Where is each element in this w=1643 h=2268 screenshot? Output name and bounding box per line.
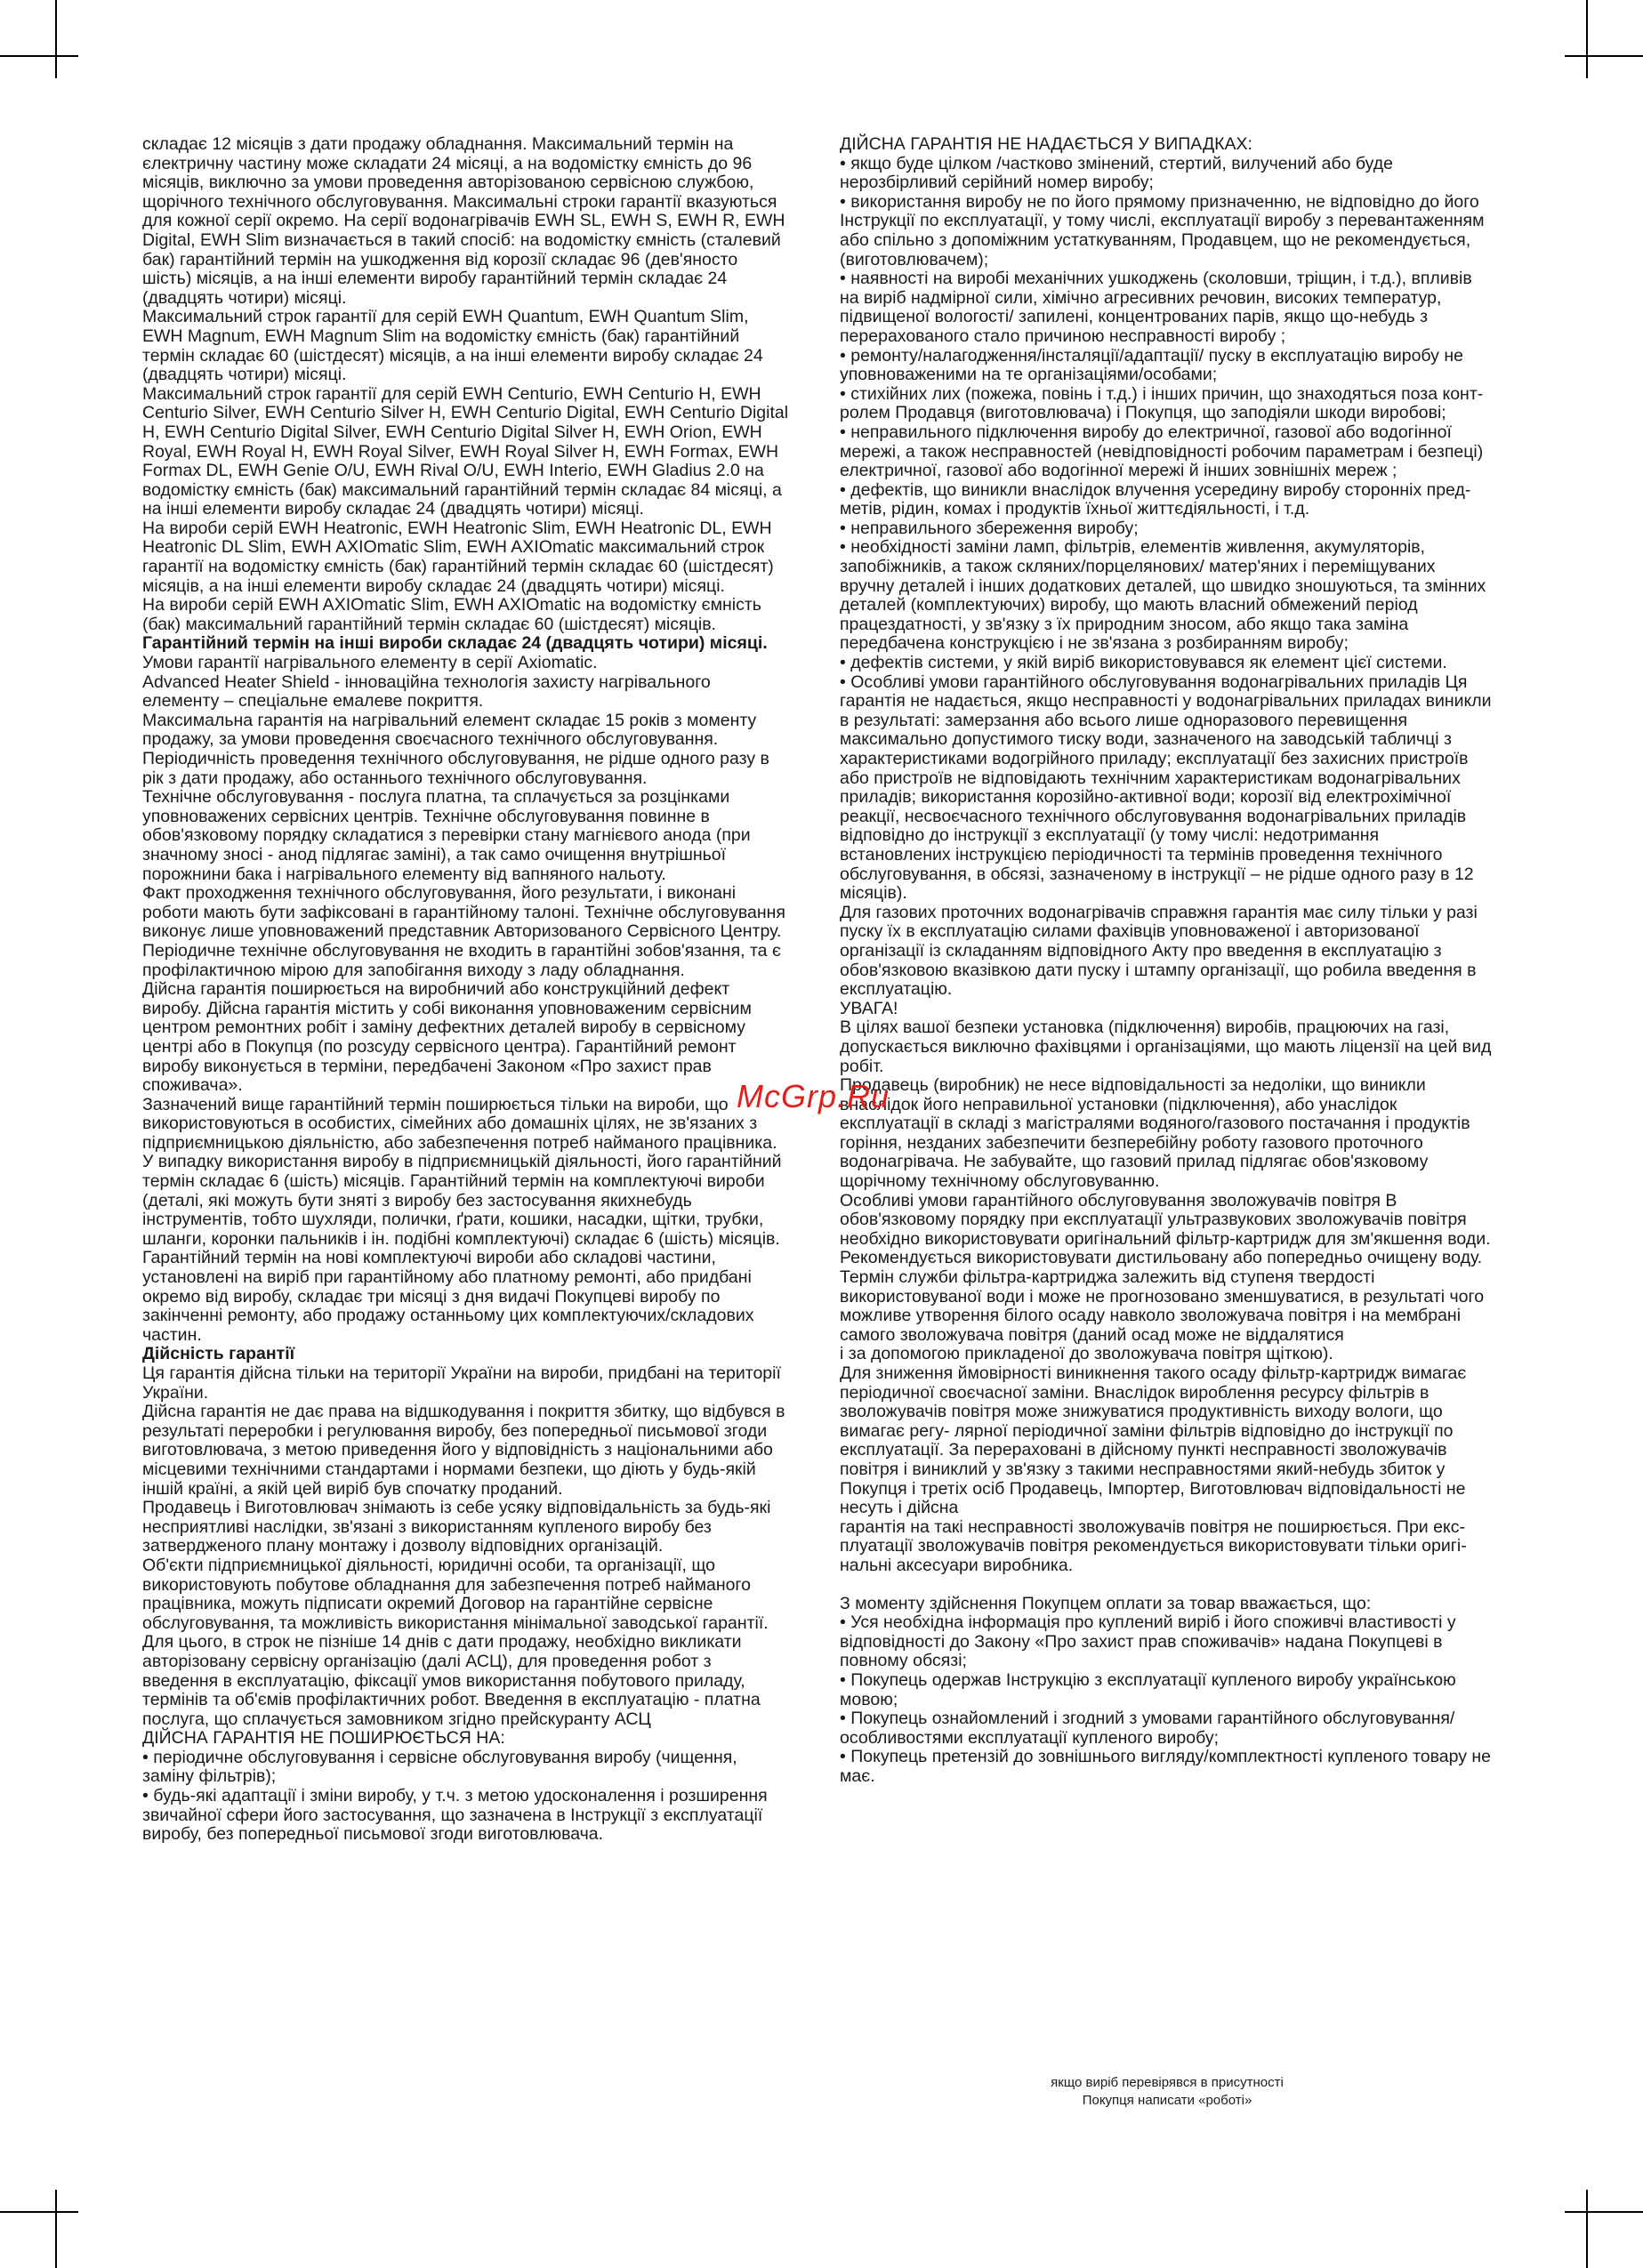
list-item: • Покупець ознайомлений і згодний з умовами гарантійного обслуговування/ особливостями експлуатації купленого виробу;: [840, 1709, 1455, 1748]
list-item: • ремонту/налагодження/інсталяції/адаптації/ пуску в експлуатацію виробу не уповноваженими на те організаціями/особами;: [840, 345, 1463, 385]
validity-heading: Дійсність гарантії: [142, 1344, 295, 1364]
crop-mark-bottom-left: [0, 2211, 78, 2213]
paragraph: Дійсна гарантія не дає права на відшкодування і покриття збитку, що відбувся в результаті переробки і регулювання виробу, без попередньої письмової згоди виготовлювача, з метою приведення його у відповідність з національними або місцевими технічними стандартами і нормами безпеки, що діють у будь-якій іншій країні, а якій цей виріб був спочатку проданий.: [142, 1402, 785, 1499]
list-item: • використання виробу не по його прямому призначенню, не відповідно до його Інструкції по експлуатації, у тому числі, експлуатації виробу з перевантаженням або спільно з допоміжним устаткуванням, Продавцем, що не рекомендується, (виготовлювачем);: [840, 191, 1485, 269]
list-item: • Уся необхідна інформація про куплений виріб і його споживчі властивості у відповідності до Закону «Про захист прав споживачів» надана Покупцеві в повному обсязі;: [840, 1613, 1456, 1671]
warranty-term-rest: Умови гарантії нагрівального елементу в серії Axiomatic.: [142, 653, 598, 673]
paragraph: Максимальний строк гарантії для серій EWH Quantum, EWH Quantum Slim, EWH Magnum, EWH Magnum Slim на водомістку ємність (бак) гарантійний термін складає 60 (шістдесят) місяців, а на інші елементи виробу складає 24 (двадцять чотири) місяці.: [142, 307, 763, 385]
paragraph: Зазначений вище гарантійний термін поширюється тільки на вироби, що використовуються в особистих, сімейних або домашніх цілях, не зв'язаних з підприємницькою діяльністю, або забезпечення потреб найманого працівника. У випадку використання виробу в підприємницькій діяльності, його гарантійний термін складає 6 (шість) місяців. Гарантійний термін на комплектуючі вироби (деталі, які можуть бути зняті з виробу без застосування якихнебудь інструментів, тобто шухляди, полички, ґрати, кошики, насадки, щітки, трубки, шланги, коронки пальників і ін. подібні комплектуючі) складає 6 (шість) місяців.: [142, 1094, 782, 1249]
paragraph: Максимальна гарантія на нагрівальний елемент складає 15 років з моменту продажу, за умови проведення своєчасного технічного обслуговування. Періодичність проведення технічного обслуговування, не рідше одного разу в рік з дати продажу, або останнього технічного обслуговування.: [142, 710, 769, 788]
list-item: • наявності на виробі механічних ушкоджень (сколовши, тріщин, і т.д.), впливів на виріб надмірної сили, хімічно агресивних речовин, високих температур, підвищеної вологості/ запилені, концентрованих парів, якщо що-небудь з перерахованого стало причиною несправності виробу ;: [840, 269, 1472, 346]
crop-mark-bottom-right-v: [1586, 2190, 1588, 2268]
crop-mark-top-right: [1565, 55, 1643, 57]
watermark-logo: McGrp.Ru: [737, 1078, 890, 1114]
paragraph: Ця гарантія дійсна тільки на території України на вироби, придбані на території України.: [142, 1363, 781, 1403]
crop-mark-bottom-right: [1565, 2211, 1643, 2213]
paragraph: Advanced Heater Shield - інноваційна технологія захисту нагрівального елементу – спеціальне емалеве покриття.: [142, 672, 711, 712]
footnote: [840, 2074, 1494, 2110]
crop-mark-top-right-v: [1586, 0, 1588, 78]
list-item: • Покупець претензій до зовнішнього вигляду/комплектності купленого товару не має.: [840, 1747, 1492, 1786]
paragraph: Для зниження ймовірності виникнення такого осаду фільтр-картридж вимагає періодичної своєчасної заміни. Внаслідок вироблення ресурсу фільтрів в зволожувачів повітря може знижуватися продуктивність виходу вологи, що вимагає регу- лярної періодичної заміни фільтрів відповідно до інструкції по експлуатації. За перераховані в дійсному пункті несправності зволожувачів повітря і виниклий у зв'язку з такими несправностями який-небудь збиток у Покупця і третіх осіб Продавець, Імпортер, Виготовлювач відповідальності не несуть і дійсна: [840, 1363, 1467, 1518]
paragraph: Продавець (виробник) не несе відповідальності за недоліки, що виникли внаслідок його неправильної установки (підключення), або унаслідок експлуатації в складі з магістралями водяного/газового постачання і продуктів горіння, незданих забезпечити безперебійну роботу газового проточного водонагрівача. Не забувайте, що газовий прилад підлягає обов'язковому щорічному технічному обслуговуванню.: [840, 1075, 1470, 1192]
list-item: • необхідності заміни ламп, фільтрів, елементів живлення, акумуляторів, запобіжників, а також скляних/порцелянових/ матер'яних і переміщуваних вручну деталей і інших додаткових деталей, що швидко зношуються, та змінних деталей (комплектуючих) виробу, що мають власний обмежений період працездатності, у зв'язку з їх природним зносом, або якщо така заміна передбачена конструкцією і не зв'язана з розбиранням виробу;: [840, 537, 1486, 654]
paragraph: В цілях вашої безпеки установка (підключення) виробів, працюючих на газі, допускається виключно фахівцями і організаціями, що мають ліцензії на цей вид робіт.: [840, 1017, 1492, 1076]
footnote-line-2: Покупця написати «роботі»: [1082, 2093, 1252, 2108]
paragraph: Гарантійний термін на нові комплектуючі вироби або складові частини, установлені на виріб при гарантійному або платному ремонті, або придбані окремо від виробу, складає три місяці з дня видачі Покупцеві виробу по закінченні ремонту, або продажу останньому цих комплектуючих/складових частин.: [142, 1248, 754, 1345]
list-item: • періодичне обслуговування і сервісне обслуговування виробу (чищення, заміну фільтрів);: [142, 1747, 737, 1787]
spacer: [840, 1576, 1494, 1595]
paragraph: Об'єкти підприємницької діяльності, юридичні особи, та організації, що використовують побутове обладнання для забезпечення потреб найманого працівника, можуть підписати окремий Договор на гарантійне сервісне обслуговування, та можливість використання мінімальної заводської гарантії. Для цього, в строк не пізніше 14 днів с дати продажу, необхідно викликати авторізовану сервісну організацію (далі АСЦ), для проведення робот з введення в експлуатацію, фіксації умов використання побутового приладу, термінів та об'ємів профілактичних робот. Введення в експлуатацію - платна послуга, що сплачується замовником згідно прейскуранту АСЦ: [142, 1555, 769, 1729]
not-provided-heading: ДІЙСНА ГАРАНТІЯ НЕ НАДАЄТЬСЯ У ВИПАДКАХ:: [840, 134, 1252, 154]
paragraph: Особливі умови гарантійного обслуговування зволожувачів повітря В обов'язковому порядку при експлуатації ультразвукових зволожувачів повітря необхідно використовувати оригінальний фільтр-картридж для зм'якшення води. Рекомендується використовувати дистильовану або попередньо очищену воду. Термін служби фільтра-картриджа залежить від ступеня твердості використовуваної води і може не прогнозовано зменшуватися, в результаті чого можливе утворення білого осаду навколо зволожувача повітря і на мембрані самого зволожувача повітря (даний осад може не віддалятися: [840, 1190, 1491, 1345]
list-item: • Особливі умови гарантійного обслуговування водонагрівальних приладів Ця гарантія не надається, якщо несправності у водонагрівальних приладах виникли в результаті: замерзання або всього лише одноразового перевищення максимально допустимого тиску води, зазначеного на заводській табличці з характеристиками водогрійного приладу; експлуатації без захисних пристроїв або пристроїв не відповідають технічним характеристикам водонагрівальних приладів; використання корозійно-активної води; корозії від електрохімічної реакції, несвоєчасного технічного обслуговування водонагрівальних приладів відповідно до інструкції з експлуатації (у тому числі: недотримання встановлених інструкцією періодичності та термінів проведення технічного обслуговування, в обсязі, зазначеному в інструкції – не рідше одного разу в 12 місяців).: [840, 672, 1492, 904]
crop-mark-top-left-v: [55, 0, 57, 78]
list-item: • Покупець одержав Інструкцію з експлуатації купленого виробу українською мовою;: [840, 1669, 1456, 1709]
right-column: [840, 135, 1494, 1786]
paragraph: і за допомогою прикладеної до зволожувача повітря щіткою).: [840, 1344, 1333, 1364]
warranty-term-bold: Гарантійний термін на інші вироби складає 24 (двадцять чотири) місяці.: [142, 633, 768, 654]
paragraph: Для газових проточних водонагрівачів справжня гарантія має силу тільки у разі пуску їх в експлуатацію силами фахівців уповноваженої і авторизованої організації із складанням відповідного Акту про введення в експлуатацію з обов'язковою вказівкою дати пуску і штампу організації, що робила введення в експлуатацію.: [840, 902, 1478, 1000]
paragraph: [142, 634, 790, 672]
paragraph: Факт проходження технічного обслуговування, його результати, і виконані роботи мають бути зафіксовані в гарантійному талоні. Технічне обслуговування виконує лише уповноважений представник Авторизованого Сервісного Центру. Періодичне технічне обслуговування не входить в гарантійні зобов'язання, та є профілактичною мірою для запобігання виходу з ладу обладнання.: [142, 883, 785, 980]
paragraph: складає 12 місяців з дати продажу обладнання. Максимальний термін на єлектричну частину може складати 24 місяці, а на водомістку ємність до 96 місяців, виключно за умови проведення авторізованою сервісною службою, щорічного технічного обслуговування. Максимальні строки гарантії вказуються для кожної серії окремо. На серії водонагрівачів EWH SL, EWH S, EWH R, EWH Digital, EWH Slim визначається в такий спосіб: на водомістку ємність (сталевий бак) гарантійний термін на ушкодження від корозії складає 96 (дев'яносто шість) місяців, а на інші елементи виробу гарантійний термін складає 24 (двадцять чотири) місяці.: [142, 134, 785, 308]
paragraph: Продавець і Виготовлювач знімають із себе усяку відповідальність за будь-які несприятливі наслідки, зв'язані з використанням купленого виробу без затвердженого плану монтажу і дозволу відповідних організацій.: [142, 1498, 771, 1556]
list-item: • дефектів, що виникли внаслідок влучення усередину виробу сторонніх пред- метів, рідин, комах і продуктів їхньої життєдіяльності, і т.д.: [840, 479, 1471, 519]
exclusions-heading: ДІЙСНА ГАРАНТІЯ НЕ ПОШИРЮЄТЬСЯ НА:: [142, 1728, 505, 1749]
paragraph: З моменту здійснення Покупцем оплати за товар вважається, що:: [840, 1593, 1372, 1613]
paragraph: Максимальний строк гарантії для серій EWH Centurio, EWH Centurio H, EWH Centurio Silver, EWH Centurio Silver H, EWH Centurio Digital, EWH Centurio Digital H, EWH Centurio Digital Silver, EWH Centurio Digital Silver H, EWH Orion, EWH Royal, EWH Royal H, EWH Royal Silver, EWH Royal Silver H, EWH Formax, EWH Formax DL, EWH Genie O/U, EWH Rival O/U, EWH Interio, EWH Gladius 2.0 на водомістку ємність (бак) максимальний гарантійний термін складає 84 місяці, а на інші елементи виробу складає 24 (двадцять чотири) місяці.: [142, 383, 789, 519]
paragraph: На вироби серій EWH Heatronic, EWH Heatronic Slim, EWH Heatronic DL, EWH Heatronic DL Slim, EWH AXIOmatic Slim, EWH AXIOmatic максимальний строк гарантії на водомістку ємність (бак) гарантійний термін складає 60 (шістдесят) місяців, а на інші елементи виробу складає 24 (двадцять чотири) місяці.: [142, 518, 774, 596]
paragraph: Технічне обслуговування - послуга платна, та сплачується за розцінками уповноважених сервісних центрів. Технічне обслуговування повинне в обов'язковому порядку складатися з перевірки стану магнієвого анода (при значному зносі - анод підлягає заміні), а так само очищення внутрішньої порожнини бака і нагрівального елементу від вапняного нальоту.: [142, 787, 751, 884]
list-item: • якщо буде цілком /частково змінений, стертий, вилучений або буде нерозбірливий серійний номер виробу;: [840, 153, 1393, 193]
list-item: • неправильного збереження виробу;: [840, 518, 1139, 538]
crop-mark-top-left: [0, 55, 78, 57]
paragraph: Дійсна гарантія поширюється на виробничий або конструкційний дефект виробу. Дійсна гарантія містить у собі виконання уповноваженим сервісним центром ремонтних робіт і заміну дефектних деталей виробу в сервісному центрі або в Покупця (по розсуду сервісного центра). Гарантійний ремонт виробу виконується в терміни, передбачені Законом «Про захист прав споживача».: [142, 979, 752, 1096]
list-item: • будь-які адаптації і зміни виробу, у т.ч. з метою удосконалення і розширення звичайної сфери його застосування, що зазначена в Інструкції з експлуатації виробу, без попередньої письмової згоди виготовлювача.: [142, 1786, 768, 1845]
paragraph: На вироби серій EWH AXIOmatic Slim, EWH AXIOmatic на водомістку ємність (бак) максимальний гарантійний термін складає 60 (шістдесят) місяців.: [142, 595, 761, 634]
list-item: • дефектів системи, у якій виріб використовувався як елемент цієї системи.: [840, 653, 1447, 673]
list-item: • стихійних лих (пожежа, повінь і т.д.) і інших причин, що знаходяться поза конт- ролем Продавця (виготовлювача) і Покупця, що заподіяли шкоди виробові;: [840, 383, 1484, 423]
left-column: [142, 135, 790, 1845]
crop-mark-bottom-left-v: [55, 2190, 57, 2268]
list-item: • неправильного підключення виробу до електричної, газової або водогінної мережі, а також несправностей (невідповідності робочим параметрам і безпеці) електричної, газової або водогінної мережі й інших зовнішніх мереж ;: [840, 422, 1484, 481]
attention-heading: УВАГА!: [840, 998, 898, 1018]
footnote-line-1: якщо виріб перевірявся в присутності: [1051, 2075, 1284, 2090]
paragraph: гарантія на такі несправності зволожувачів повітря не поширюється. При екс- плуатації зволожувачів повітря рекомендується використовувати тільки оригі- нальні аксесуари виробника.: [840, 1516, 1467, 1575]
